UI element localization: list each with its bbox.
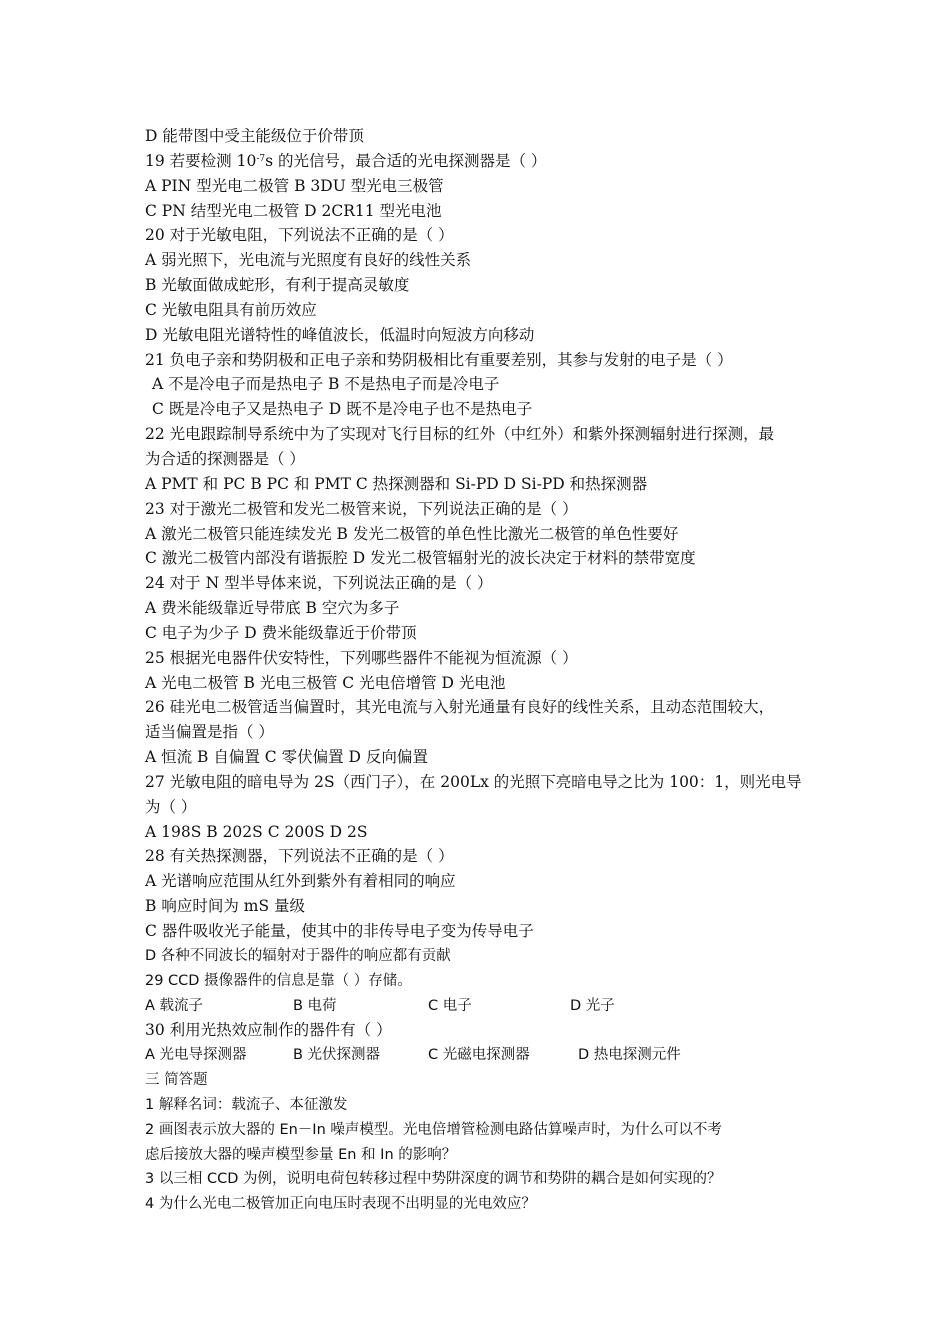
text-line: C 既是冷电子又是热电子 D 既不是冷电子也不是热电子 [152,400,533,419]
text-line: A 光谱响应范围从红外到紫外有着相同的响应 [145,872,456,891]
option-c: C 光磁电探测器 [428,1047,530,1064]
short-answer-4: 4 为什么光电二极管加正向电压时表现不出明显的光电效应？ [145,1196,536,1213]
text-line: A PMT 和 PC B PC 和 PMT C 热探测器和 Si-PD D Si-PD 和热探测器 [145,474,648,493]
text-line: A 弱光照下，光电流与光照度有良好的线性关系 [145,251,472,270]
question-28: 28 有关热探测器，下列说法不正确的是（ ） [145,847,454,866]
question-23: 23 对于激光二极管和发光二极管来说，下列说法正确的是（ ） [145,499,578,518]
question-25: 25 根据光电器件伏安特性，下列哪些器件不能视为恒流源（ ） [145,648,578,667]
section-heading: 三 简答题 [145,1072,208,1089]
text-line: C 光敏电阻具有前历效应 [145,300,317,319]
options-row [145,994,815,1019]
text-line: D 能带图中受主能级位于价带顶 [145,127,364,145]
option-a: A 载流子 [145,997,204,1014]
question-27: 27 光敏电阻的暗电导为 2S（西门子），在 200Lx 的光照下亮暗电导之比为 100：1，则光电导 [145,772,802,791]
text-line: C PN 结型光电二极管 D 2CR11 型光电池 [145,201,442,220]
question-19 [145,149,815,174]
text-line: A 恒流 B 自偏置 C 零伏偏置 D 反向偏置 [145,748,428,767]
superscript: -7 [256,153,266,164]
short-answer-1: 1 解释名词：载流子、本征激发 [145,1096,348,1113]
question-24: 24 对于 N 型半导体来说，下列说法正确的是（ ） [145,574,493,593]
text-line: 适当偏置是指（ ） [145,723,274,742]
text-span: 19 若要检测 10 [145,151,257,170]
text-line: B 响应时间为 mS 量级 [145,897,305,916]
option-b: B 光伏探测器 [293,1047,381,1064]
question-29: 29 CCD 摄像器件的信息是靠（ ）存储。 [145,972,412,989]
text-line: A 费米能级靠近导带底 B 空穴为多子 [145,599,400,618]
options-row [145,1043,815,1068]
text-line: C 电子为少子 D 费米能级靠近于价带顶 [145,623,417,642]
text-line: D 光敏电阻光谱特性的峰值波长，低温时向短波方向移动 [145,325,535,344]
text-line: A 激光二极管只能连续发光 B 发光二极管的单色性比激光二极管的单色性要好 [145,524,679,543]
document-body [145,124,815,1217]
text-span: s 的光信号，最合适的光电探测器是（ ） [265,151,547,170]
question-20: 20 对于光敏电阻，下列说法不正确的是（ ） [145,226,454,245]
option-d: D 光子 [570,997,615,1014]
text-line: 虑后接放大器的噪声模型参量 En 和 In 的影响？ [145,1146,457,1163]
text-line: A 光电二极管 B 光电三极管 C 光电倍增管 D 光电池 [145,673,506,692]
text-line: D 各种不同波长的辐射对于器件的响应都有贡献 [145,947,451,964]
text-line: B 光敏面做成蛇形，有利于提高灵敏度 [145,276,410,295]
question-21: 21 负电子亲和势阴极和正电子亲和势阴极相比有重要差别，其参与发射的电子是（ ） [145,350,733,369]
question-26: 26 硅光电二极管适当偏置时，其光电流与入射光通量有良好的线性关系，且动态范围较大， [145,698,775,717]
question-22: 22 光电跟踪制导系统中为了实现对飞行目标的红外（中红外）和紫外探测辐射进行探测，最 [145,425,775,444]
question-30: 30 利用光热效应制作的器件有（ ） [145,1021,392,1040]
text-line: 为（ ） [145,797,197,816]
short-answer-2: 2 画图表示放大器的 En－In 噪声模型。光电倍增管检测电路估算噪声时，为什么可以不考 [145,1121,722,1138]
option-c: C 电子 [428,997,472,1014]
text-line: C 激光二极管内部没有谐振腔 D 发光二极管辐射光的波长决定于材料的禁带宽度 [145,549,696,568]
option-a: A 光电导探测器 [145,1047,247,1064]
text-line: A 不是冷电子而是热电子 B 不是热电子而是冷电子 [152,375,500,394]
text-line: C 器件吸收光子能量，使其中的非传导电子变为传导电子 [145,922,534,940]
option-b: B 电荷 [293,997,337,1014]
text-line: A 198S B 202S C 200S D 2S [145,822,368,841]
text-line: A PIN 型光电二极管 B 3DU 型光电三极管 [145,176,444,195]
short-answer-3: 3 以三相 CCD 为例，说明电荷包转移过程中势阱深度的调节和势阱的耦合是如何实现的？ [145,1171,722,1188]
text-line: 为合适的探测器是（ ） [145,449,305,468]
option-d: D 热电探测元件 [578,1047,681,1064]
